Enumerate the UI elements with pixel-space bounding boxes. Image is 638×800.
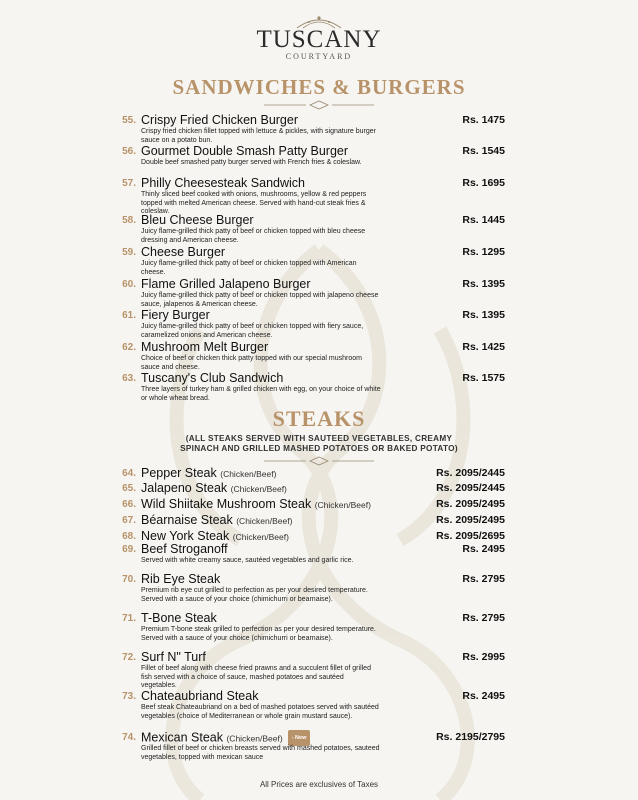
item-price: Rs. 1445 [462,214,505,226]
item-price: Rs. 1545 [462,145,505,157]
item-price: Rs. 2095/2445 [436,482,505,494]
ornament-divider [264,456,374,466]
item-price: Rs. 1295 [462,246,505,258]
item-name-text: Fiery Burger [141,308,210,322]
item-name-text: Jalapeno Steak [141,481,228,495]
item-price: Rs. 1475 [462,114,505,126]
item-number: 64. [122,468,136,479]
item-name-text: Mushroom Melt Burger [141,340,269,354]
item-name [141,542,228,556]
item-description: Thinly sliced beef cooked with onions, mushrooms, yellow & red peppers topped with melted American cheese. Served with hand-cut steak fries & coleslaw. [141,191,367,215]
item-number: 61. [122,310,136,321]
item-name-text: New York Steak [141,529,230,543]
item-description: Choice of beef or chicken thick patty topped with our special mushroom sauce and cheese. [141,355,363,371]
item-name-text: Philly Cheesesteak Sandwich [141,176,305,190]
item-description: Juicy flame-grilled thick patty of beef or chicken topped with fiery sauce, caramelized onions and American cheese. [141,323,364,339]
item-name [141,572,220,586]
brand-name: TUSCANY [256,26,382,53]
item-name-text: Flame Grilled Jalapeno Burger [141,277,311,291]
item-name-text: Wild Shiitake Mushroom Steak [141,497,312,511]
item-name [141,689,258,703]
item-name-text: Rib Eye Steak [141,572,221,586]
item-description: Juicy flame-grilled thick patty of beef or chicken topped with American cheese. [141,260,357,276]
item-name [141,176,305,190]
item-name-text: Chateaubriand Steak [141,689,259,703]
item-price: Rs. 1425 [462,341,505,353]
item-number: 57. [122,178,136,189]
item-name [141,730,310,746]
item-number: 63. [122,373,136,384]
brand-logo [0,14,638,61]
item-price: Rs. 2095/2445 [436,467,505,479]
item-number: 55. [122,115,136,126]
item-description: Served with white creamy sauce, sautéed vegetables and garlic rice. [141,557,354,564]
item-price: Rs. 2095/2695 [436,530,505,542]
item-name-text: Bleu Cheese Burger [141,213,254,227]
item-number: 56. [122,146,136,157]
item-name-text: Cheese Burger [141,245,226,259]
item-name-text: T-Bone Steak [141,611,217,625]
item-name [141,481,287,496]
item-number: 70. [122,574,136,585]
item-description: Three layers of turkey ham & grilled chicken with egg, on your choice of white or whole wheat bread. [141,386,381,402]
item-number: 59. [122,247,136,258]
item-name [141,213,254,227]
item-number: 68. [122,531,136,542]
item-description: Juicy flame-grilled thick patty of beef or chicken topped with bleu cheese dressing and American cheese. [141,228,366,244]
item-price: Rs. 1395 [462,278,505,290]
item-number: 67. [122,515,136,526]
item-number: 74. [122,732,136,743]
item-name-text: Gourmet Double Smash Patty Burger [141,144,349,158]
item-name [141,466,276,481]
item-price: Rs. 2495 [462,690,505,702]
sandwiches-title: SANDWICHES & BURGERS [172,75,466,99]
item-number: 66. [122,499,136,510]
item-option-note: (Chicken/Beef) [226,733,283,744]
item-option-note: (Chicken/Beef) [232,532,289,542]
item-name [141,245,225,259]
item-number: 69. [122,544,136,555]
item-name [141,497,371,512]
item-price: Rs. 2795 [462,612,505,624]
item-option-note: (Chicken/Beef) [314,500,371,510]
item-name [141,513,292,528]
item-name-text: Mexican Steak [141,730,223,745]
steaks-note-line1: (ALL STEAKS SERVED WITH SAUTEED VEGETABLES, CREAMY [185,434,453,443]
item-name [141,308,210,322]
item-description: Double beef smashed patty burger served with French fries & coleslaw. [141,159,362,166]
item-name-text: Crispy Fried Chicken Burger [141,113,298,127]
item-number: 60. [122,279,136,290]
item-price: Rs. 1395 [462,309,505,321]
item-name [141,113,298,127]
item-option-note: (Chicken/Beef) [236,516,293,526]
item-name [141,611,217,625]
item-price: Rs. 1575 [462,372,505,384]
item-name-text: Beef Stroganoff [141,542,228,556]
item-number: 65. [122,483,136,494]
item-price: Rs. 2095/2495 [436,514,505,526]
item-option-note: (Chicken/Beef) [230,484,287,494]
item-name [141,144,348,158]
item-description: Premium rib eye cut grilled to perfection as per your desired temperature. Served with a sauce of your choice (chimichurri or bearnaise). [141,587,368,603]
item-name-text: Béarnaise Steak [141,513,233,527]
item-name [141,340,268,354]
item-description: Fillet of beef along with cheese fried prawns and a succulent fillet of grilled fish served with a choice of sauce, mashed potatoes and sautéed vegetables. [141,665,371,689]
item-number: 62. [122,342,136,353]
item-description: Juicy flame-grilled thick patty of beef or chicken topped with jalapeno cheese sauce, jalapenos & American cheese. [141,292,379,308]
item-number: 71. [122,613,136,624]
item-price: Rs. 2795 [462,573,505,585]
item-description: Premium T-bone steak grilled to perfection as per your desired temperature. Served with a sauce of your choice (chimichurri or bearnaise). [141,626,376,642]
item-name [141,371,283,385]
item-description: Crispy fried chicken fillet topped with lettuce & pickles, with signature burger sauce on a potato bun. [141,128,376,144]
item-number: 72. [122,652,136,663]
item-name [141,277,311,291]
item-name-text: Tuscany's Club Sandwich [141,371,284,385]
item-number: 73. [122,691,136,702]
item-name-text: Pepper Steak [141,466,217,480]
item-name-text: Surf N" Turf [141,650,206,664]
steaks-title: STEAKS [272,406,366,431]
ornament-divider [264,100,374,110]
item-price: Rs. 2495 [462,543,505,555]
item-option-note: (Chicken/Beef) [220,469,277,479]
item-price: Rs. 2095/2495 [436,498,505,510]
steaks-note-line2: SPINACH AND GRILLED MASHED POTATOES OR BAKED POTATO) [180,444,458,453]
item-price: Rs. 1695 [462,177,505,189]
new-badge: - New [288,730,311,746]
brand-sub: COURTYARD [285,52,353,61]
footer-note: All Prices are exclusives of Taxes [259,780,379,789]
item-number: 58. [122,215,136,226]
item-name [141,650,206,664]
item-price: Rs. 2195/2795 [436,731,505,743]
item-price: Rs. 2995 [462,651,505,663]
item-description: Beef steak Chateaubriand on a bed of mashed potatoes served with sautéed vegetables (choice of Mediterranean or whole grain mustard sauce). [141,704,379,720]
item-description: Grilled fillet of beef or chicken breasts served with mashed potatoes, sauteed vegetables, topped with mexican sauce [141,745,380,761]
